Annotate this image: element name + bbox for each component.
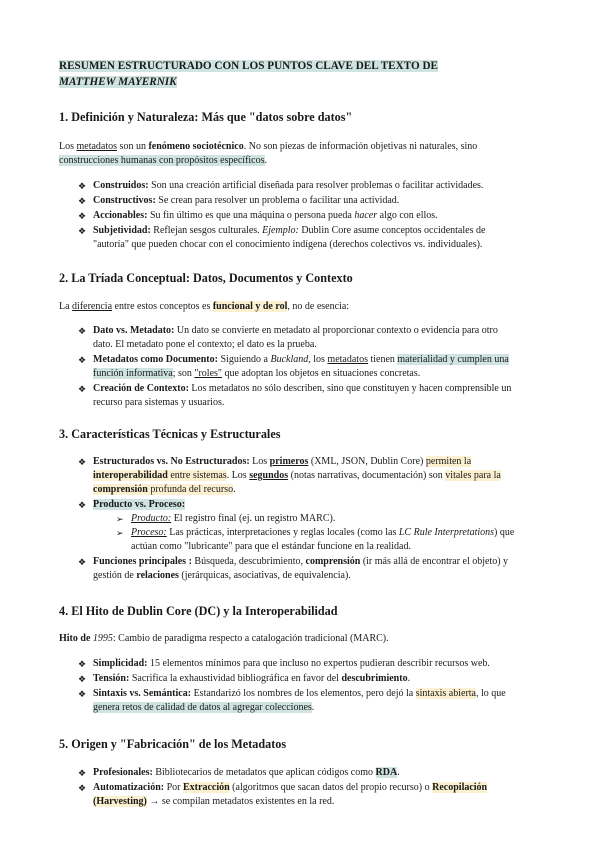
list-item: ❖ Subjetividad: Reflejan sesgos culturales. Ejemplo: Dublin Core asume conceptos occidentales de "autoría" que pueden chocar con el conocimiento indígena (derechos colectivos vs. individuales).: [78, 225, 486, 250]
section-4-heading: 4. El Hito de Dublin Core (DC) y la Interoperabilidad: [59, 604, 338, 618]
diamond-bullet-icon: ❖: [78, 768, 87, 778]
title-line-1: RESUMEN ESTRUCTURADO CON LOS PUNTOS CLAVE DEL TEXTO DE: [59, 60, 439, 72]
diamond-bullet-icon: ❖: [78, 500, 87, 510]
section-2-heading: 2. La Tríada Conceptual: Datos, Documentos y Contexto: [59, 271, 353, 285]
list-item: ❖ Creación de Contexto: Los metadatos no sólo describen, sino que constituyen y hacen comprensible un recurso para sistemas y usuarios.: [78, 383, 512, 408]
diamond-bullet-icon: ❖: [78, 557, 87, 567]
section-1-list: [0, 179, 600, 253]
list-item: ❖ Accionables: Su fin último es que una máquina o persona pueda hacer algo con ellos.: [78, 210, 438, 221]
section-1-intro: Los metadatos son un fenómeno sociotécnico. No son piezas de información objetivas ni naturales, sino construcciones humanas con propósitos específicos.: [59, 141, 478, 166]
diamond-bullet-icon: ❖: [78, 211, 87, 221]
section-1-heading: 1. Definición y Naturaleza: Más que "datos sobre datos": [59, 110, 353, 124]
sub-list-item: ➢ Proceso: Las prácticas, interpretaciones y reglas locales (como las LC Rule Interpretations) que actúan como "lubricante" para que el estándar funcione en la realidad.: [116, 527, 515, 552]
diamond-bullet-icon: ❖: [78, 674, 87, 684]
section-3-list: [0, 455, 600, 584]
section-2-list: [0, 324, 600, 411]
document-title: [59, 58, 539, 90]
diamond-bullet-icon: ❖: [78, 689, 87, 699]
list-item: ❖ Automatización: Por Extracción (algoritmos que sacan datos del propio recurso) o Recopilación (Harvesting) → se compilan metadatos existentes en la red.: [78, 782, 488, 807]
diamond-bullet-icon: ❖: [78, 457, 87, 467]
list-item: ❖ Dato vs. Metadato: Un dato se convierte en metadato al proporcionar contexto o evidencia para otro dato. El metadato pone el contexto; el dato es la prueba.: [78, 325, 498, 350]
diamond-bullet-icon: ❖: [78, 783, 87, 793]
sub-list-item: ➢ Producto: El registro final (ej. un registro MARC).: [116, 513, 336, 524]
diamond-bullet-icon: ❖: [78, 326, 87, 336]
section-2-intro: La diferencia entre estos conceptos es funcional y de rol, no de esencia:: [59, 301, 350, 312]
section-5-list: [0, 766, 600, 810]
title-line-2: MATTHEW MAYERNIK: [59, 76, 177, 88]
section-3-heading: 3. Características Técnicas y Estructurales: [59, 427, 281, 441]
diamond-bullet-icon: ❖: [78, 226, 87, 236]
section-5-heading: 5. Origen y "Fabricación" de los Metadatos: [59, 737, 287, 751]
diamond-bullet-icon: ❖: [78, 384, 87, 394]
diamond-bullet-icon: ❖: [78, 181, 87, 191]
arrow-bullet-icon: ➢: [116, 514, 124, 524]
list-item: ❖ Tensión: Sacrifica la exhaustividad bibliográfica en favor del descubrimiento.: [78, 673, 411, 684]
list-item: ❖ Sintaxis vs. Semántica: Estandarizó los nombres de los elementos, pero dejó la sintaxis abierta, lo que genera retos de calidad de datos al agregar colecciones.: [78, 688, 506, 713]
list-item: ❖ Simplicidad: 15 elementos mínimos para que incluso no expertos pudieran describir recursos web.: [78, 658, 490, 669]
section-4-list: [0, 657, 600, 716]
list-item: ❖ Funciones principales : Búsqueda, descubrimiento, comprensión (ir más allá de encontrar el objeto) y gestión de relaciones (jerárquicas, asociativas, de equivalencia).: [78, 556, 509, 581]
list-item: ❖ Producto vs. Proceso: ➢ Producto: El registro final (ej. un registro MARC). ➢ Proceso: Las prácticas, interpretaciones y reglas locales (como las LC Rule Interpretations) que actúan como "lubricante" para que el estándar funcione en la realidad.: [0, 498, 518, 554]
section-4-intro: Hito de 1995: Cambio de paradigma respecto a catalogación tradicional (MARC).: [59, 633, 389, 644]
diamond-bullet-icon: ❖: [78, 659, 87, 669]
arrow-bullet-icon: ➢: [116, 528, 124, 538]
diamond-bullet-icon: ❖: [78, 355, 87, 365]
list-item: ❖ Estructurados vs. No Estructurados: Los primeros (XML, JSON, Dublin Core) permiten la interoperabilidad entre sistemas. Los segundos (notas narrativas, documentación) son vitales para la comprensión profunda del recurso.: [78, 456, 501, 495]
list-item: ❖ Metadatos como Documento: Siguiendo a Buckland, los metadatos tienen materialidad y cumplen una función informativa; son "roles" que adoptan los objetos en situaciones concretas.: [78, 354, 509, 379]
diamond-bullet-icon: ❖: [78, 196, 87, 206]
list-item: ❖ Construidos: Son una creación artificial diseñada para resolver problemas o facilitar actividades.: [78, 180, 484, 191]
list-item: ❖ Constructivos: Se crean para resolver un problema o facilitar una actividad.: [78, 195, 400, 206]
list-item: ❖ Profesionales: Bibliotecarios de metadatos que aplican códigos como RDA.: [78, 767, 400, 778]
